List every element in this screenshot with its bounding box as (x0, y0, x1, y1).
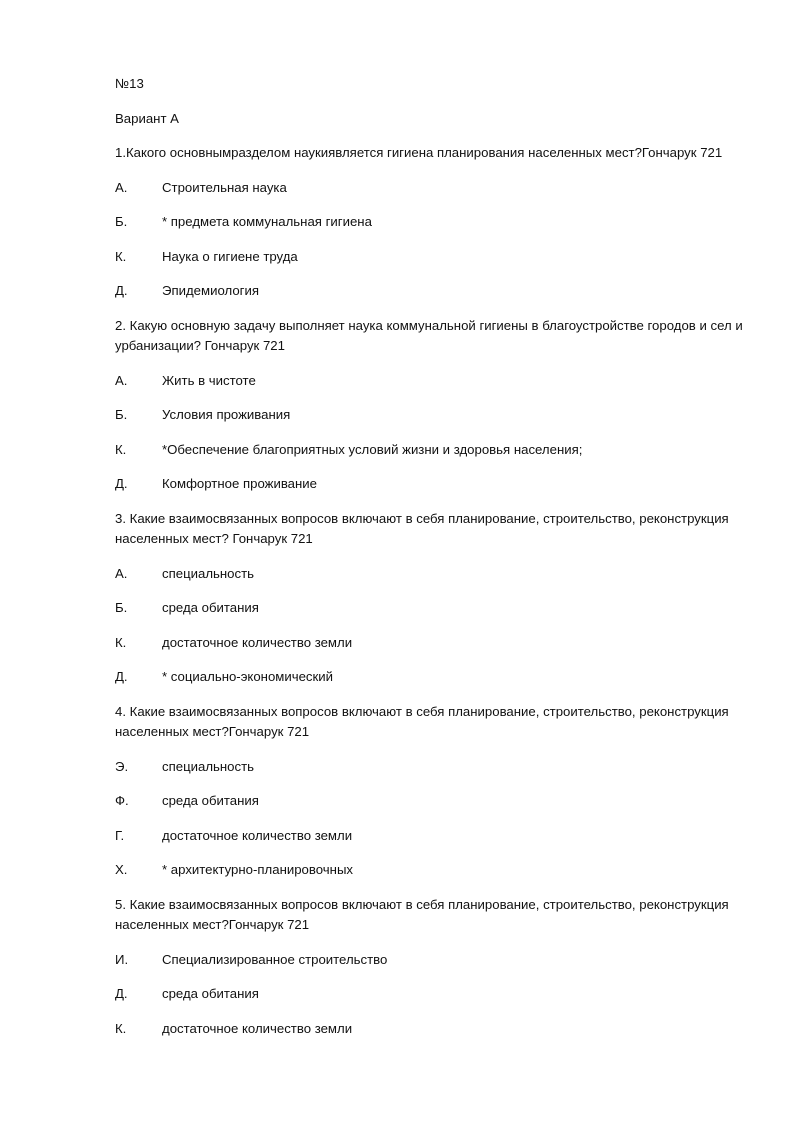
option-text: достаточное количество земли (162, 1020, 353, 1036)
option-text: среда обитания (162, 986, 259, 1001)
answer-option (115, 371, 755, 392)
option-text: Жить в чистоте (162, 372, 256, 388)
option-letter: Б. (115, 407, 128, 422)
option-letter: А. (115, 179, 128, 195)
option-text: Комфортное проживание (162, 476, 317, 491)
answer-option (115, 757, 755, 778)
answer-option (115, 950, 755, 971)
document-body (115, 74, 755, 1053)
answer-option (115, 598, 755, 619)
option-text: Строительная наука (162, 179, 287, 195)
question-1: 1.Какого основнымразделом наукиявляется гигиена планирования населенных мест?Гончарук 721 (115, 145, 723, 160)
answer-option (115, 212, 755, 233)
answer-option (115, 405, 755, 426)
option-text: достаточное количество земли (162, 634, 353, 650)
answer-option (115, 984, 755, 1005)
option-letter: Б. (115, 214, 128, 229)
option-text: *Обеспечение благоприятных условий жизни и здоровья населения; (162, 441, 583, 457)
option-text: Эпидемиология (162, 283, 259, 298)
option-letter: К. (115, 441, 127, 457)
document-number: №13 (115, 76, 144, 91)
answer-option (115, 826, 755, 847)
question-3: 3. Какие взаимосвязанных вопросов включают в себя планирование, строительство, реконструкция населенных мест? Гончарук 721 (115, 510, 729, 546)
option-text: * предмета коммунальная гигиена (162, 214, 372, 229)
answer-option (115, 633, 755, 654)
option-letter: К. (115, 1020, 127, 1036)
question-4: 4. Какие взаимосвязанных вопросов включают в себя планирование, строительство, реконструкция населенных мест?Гончарук 721 (115, 703, 729, 739)
answer-option (115, 667, 755, 688)
answer-option (115, 564, 755, 585)
option-letter: Д. (115, 986, 128, 1001)
option-letter: Ф. (115, 793, 129, 808)
answer-option (115, 281, 755, 302)
question-5: 5. Какие взаимосвязанных вопросов включают в себя планирование, строительство, реконструкция населенных мест?Гончарук 721 (115, 896, 729, 932)
option-letter: Г. (115, 827, 125, 843)
answer-option (115, 791, 755, 812)
answer-option (115, 178, 755, 199)
option-letter: Э. (115, 758, 129, 774)
option-text: специальность (162, 565, 255, 581)
answer-option (115, 247, 755, 268)
option-letter: А. (115, 372, 128, 388)
option-text: * архитектурно-планировочных (162, 862, 354, 877)
question-2: 2. Какую основную задачу выполняет наука коммунальной гигиены в благоустройстве городов и сел и урбанизации? Гончарук 721 (115, 317, 743, 353)
option-letter: Х. (115, 862, 128, 877)
answer-option (115, 474, 755, 495)
option-text: Наука о гигиене труда (162, 248, 298, 264)
option-letter: К. (115, 634, 127, 650)
answer-option (115, 860, 755, 881)
variant-label: Вариант А (115, 110, 179, 126)
option-text: Специализированное строительство (162, 951, 388, 967)
option-text: Условия проживания (162, 407, 291, 422)
option-text: * социально-экономический (162, 669, 334, 684)
option-letter: К. (115, 248, 127, 264)
option-letter: Д. (115, 283, 128, 298)
option-text: среда обитания (162, 793, 259, 808)
option-text: достаточное количество земли (162, 827, 353, 843)
answer-option (115, 1019, 755, 1040)
option-letter: Б. (115, 600, 128, 615)
option-text: среда обитания (162, 600, 259, 615)
option-text: специальность (162, 758, 255, 774)
option-letter: Д. (115, 476, 128, 491)
answer-option (115, 440, 755, 461)
option-letter: И. (115, 951, 129, 967)
option-letter: А. (115, 565, 128, 581)
option-letter: Д. (115, 669, 128, 684)
